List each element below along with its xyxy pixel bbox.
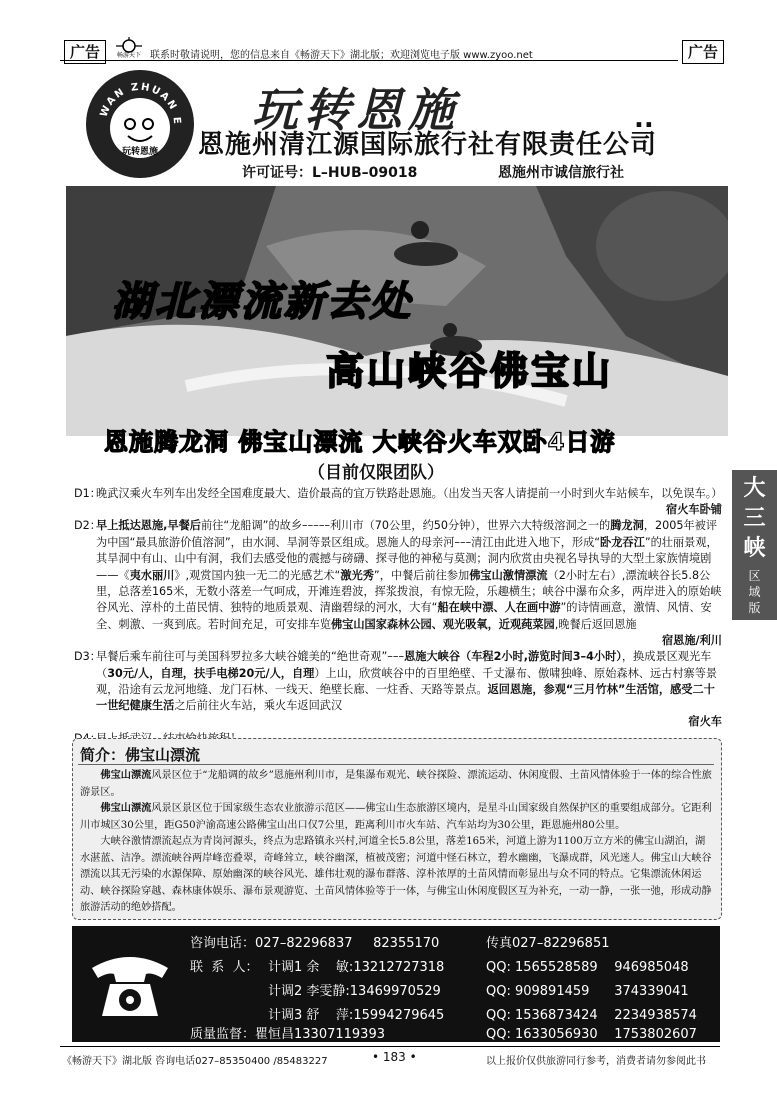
footer-left: 《畅游天下》湖北版 咨询电话027–85350400 /85483227 xyxy=(62,1056,328,1067)
itinerary-day xyxy=(74,518,726,649)
side-tab-small-3: 版 xyxy=(748,601,761,615)
day-description xyxy=(96,486,726,502)
top-divider xyxy=(60,60,678,61)
itinerary-day xyxy=(74,649,726,731)
contact-3: 计调3 舒 萍:15994279645 xyxy=(268,1008,445,1023)
intro-title: 简介：佛宝山漂流 xyxy=(80,746,201,764)
day-text-segment: ”，中餐后前往参加 xyxy=(373,568,470,582)
intro-text-segment: 佛宝山漂流 xyxy=(100,803,152,814)
day-label: D1： xyxy=(74,487,101,500)
day-accommodation: 宿火车 xyxy=(688,715,722,729)
contacts-label: 联 系 人： xyxy=(190,960,259,975)
day-text-segment: 夷水丽川 xyxy=(129,568,175,582)
brand-logo xyxy=(112,36,146,58)
side-tab-small-2: 域 xyxy=(748,585,761,599)
intro-text-segment: 佛宝山漂流 xyxy=(100,770,152,781)
itinerary xyxy=(74,486,726,747)
telephone-icon xyxy=(86,944,174,1024)
intro-divider xyxy=(78,764,714,765)
day-text-segment: 早餐后乘车前往可与美国科罗拉多大峡谷媲美的“绝世奇观”––– xyxy=(96,650,405,664)
day-label: D2： xyxy=(74,519,101,533)
day-text-segment: 早上抵达恩施,早餐后 xyxy=(96,519,201,533)
intro-paragraph xyxy=(80,768,714,801)
day-text-segment: 返回恩施，参观“三月竹林”生活馆，感受二十一世纪健康生活 xyxy=(96,683,715,713)
phone-numbers: 咨询电话：027–82296837 82355170 xyxy=(190,936,440,951)
region-side-tab xyxy=(732,470,777,620)
contact-3-qq: QQ: 1536873424 2234938574 xyxy=(486,1008,697,1023)
day-text-segment: ”的诗情画意，激情、风情、安全、刺激、一爽到底。若时间充足，可安排车览 xyxy=(96,601,712,631)
side-tab-big-1: 大 xyxy=(743,476,766,501)
page-number: • 183 • xyxy=(372,1050,417,1064)
day-text-segment: 佛宝山国家森林公园、观光吸氧，近观莼菜园 xyxy=(330,617,555,631)
side-tab-small-1: 区 xyxy=(748,569,761,583)
slogan: 玩转恩施 xyxy=(252,83,460,137)
day-accommodation: 宿火车卧铺 xyxy=(666,503,722,516)
day-text-segment: 前往“龙船调”的故乡–––––利川市（70公里，约50分钟），世界六大特级溶洞之一的 xyxy=(200,519,611,533)
logo-ring-text: WAN ZHUAN E xyxy=(98,81,183,127)
intro-text-segment: 风景区位于“龙船调的故乡”恩施州利川市，是集瀑布观光、峡谷探险、漂流运动、休闲度假、土苗风情体验于一体的综合性旅游景区。 xyxy=(80,770,712,798)
intro-paragraph xyxy=(80,834,714,917)
intro-text xyxy=(80,768,714,917)
day-text-segment: ，换成景区观光车（ xyxy=(96,650,712,680)
logo-center-text: 玩转恩施 xyxy=(121,147,159,157)
side-tab-big-2: 三 xyxy=(743,506,766,531)
intro-paragraph xyxy=(80,801,714,834)
day-text-segment: ,晚餐后返回恩施 xyxy=(554,617,637,631)
day-text-segment: ，2005年被评为中国“最具旅游价值溶洞”，由水洞、旱洞等景区组成。恩施人的母亲河–––清江由此进入地下，形成“ xyxy=(96,519,718,549)
ad-tag-right: 广告 xyxy=(682,40,724,64)
day-text-segment: 腾龙洞 xyxy=(610,519,644,533)
day-text-segment: 激光秀 xyxy=(340,568,374,582)
intro-text-segment: 风景区景区位于国家级生态农业旅游示范区——佛宝山生态旅游区境内，是星斗山国家级自然保护区的重要组成部分。它距利川市城区30公里，距G50沪渝高速公路佛宝山出口仅7公里，距离利川市火车站、汽车站均为30公里，距恩施州80公里。 xyxy=(80,803,712,831)
day-text-segment: 恩施大峡谷（车程2小时,游览时间3–4小时） xyxy=(404,650,622,664)
day-text-segment: 晚武汉乘火车列车出发经全国难度最大、造价最高的宜万铁路赴恩施。（出发当天客人请提前一小时到火车站候车，以免误车。） xyxy=(96,487,723,500)
partner-agency: 恩施州市诚信旅行社 xyxy=(498,165,624,181)
day-text-segment: 佛宝山激情漂流 xyxy=(469,568,548,582)
day-text-segment: 之后前往火车站，乘火车返回武汉 xyxy=(174,699,343,713)
day-text-segment: 》,观赏国内独一无二的光感艺术“ xyxy=(174,568,341,582)
company-name: 恩施州清江源国际旅行社有限责任公司 xyxy=(198,130,658,160)
day-label: D3： xyxy=(74,650,101,664)
day-accommodation: 宿恩施/利川 xyxy=(661,633,722,647)
day-text-segment: ”的壮丽景观，其旱洞中有山、山中有洞，我们去感受他的震撼与磅礴、探寻他的神秘与莫测；洞内欣赏由央视名导执导的大型土家族情境剧 ——《 xyxy=(96,535,718,582)
brand-logo-text: 畅游天下 xyxy=(116,52,142,58)
license-number: 许可证号：L–HUB–09018 xyxy=(242,165,418,181)
day-text-segment: 船在峡中漂、人在画中游 xyxy=(437,601,561,615)
slogan-dots: .. xyxy=(634,104,654,134)
contact-2-qq: QQ: 909891459 374339041 xyxy=(486,984,689,999)
itinerary-day xyxy=(74,486,726,518)
day-description xyxy=(96,649,726,715)
day-text-segment: （2小时左右）,漂流峡谷长5.8公里，总落差165米，无数小落差一气呵成，开滩连碧波，挥浆拨浪，有惊无险，乐趣横生；峡谷中瀑布众多，两岸进入的原始峡谷风光、淳朴的土苗民情、独特的地质景观、清幽碧绿的河水，大有“ xyxy=(96,568,722,615)
intro-text-segment: 大峡谷激情漂流起点为青岗河源头，终点为忠路镇永兴村,河道全长5.8公里，落差165米，河道上游为1100万立方米的佛宝山湖泊，湖水湛蓝、洁净。漂流峡谷两岸峰峦叠翠，奇峰耸立，峡谷幽深，植被茂密；河道中怪石林立，碧水幽幽，飞瀑成群，风光迷人。佛宝山大峡谷漂流以其无污染的水源保障、原始幽深的峡谷风光、雄伟壮观的瀑布群落、淳朴浓厚的土苗风情而彰显出与众不同的特点。它集漂流休闲运动、峡谷探险穿越、森林康体娱乐、瀑布景观游览、土苗风情体验等于一体，与佛宝山休闲度假区互为补充，一动一静，一张一弛，形成动静旅游活动的绝妙搭配。 xyxy=(80,836,712,913)
company-logo xyxy=(86,70,194,178)
headline-2: 高山峡谷佛宝山 xyxy=(326,349,614,393)
headline-1: 湖北漂流新去处 xyxy=(112,279,413,325)
fax-number: 传真027–82296851 xyxy=(486,936,610,951)
footer-divider xyxy=(60,1046,720,1047)
supervision-qq: QQ: 1633056930 1753802607 xyxy=(486,1027,697,1042)
contact-1-qq: QQ: 1565528589 946985048 xyxy=(486,960,689,975)
day-text-segment: 30元/人，自理，扶手电梯20元/人，自理 xyxy=(107,666,315,680)
tour-title: 恩施腾龙洞 佛宝山漂流 大峡谷火车双卧4日游 xyxy=(104,428,616,456)
day-description xyxy=(96,518,726,633)
contact-1: 计调1 余 敏:13212727318 xyxy=(268,960,445,975)
side-tab-big-3: 峡 xyxy=(743,536,766,561)
day-text-segment: ）上山，欣赏峡谷中的百里绝壁、千丈瀑布、傲啸独峰、原始森林、远古村寨等景观，沿途有云龙河地缝、龙门石林、一线天、绝壁长廊、一炷香、天路等景点。 xyxy=(96,666,718,697)
top-note: 联系时敬请说明，您的信息来自《畅游天下》湖北版；欢迎浏览电子版 www.zyoo.net xyxy=(150,50,533,61)
quality-supervision: 质量监督：瞿恒昌13307119393 xyxy=(190,1027,385,1042)
ad-tag-left: 广告 xyxy=(64,40,106,64)
footer-right: 以上报价仅供旅游同行参考，消费者请勿参阅此书 xyxy=(486,1056,706,1067)
contact-2: 计调2 李雯静:13469970529 xyxy=(268,984,441,999)
tour-subtitle: （目前仅限团队） xyxy=(308,463,444,483)
day-text-segment: 卧龙吞江 xyxy=(600,535,645,549)
